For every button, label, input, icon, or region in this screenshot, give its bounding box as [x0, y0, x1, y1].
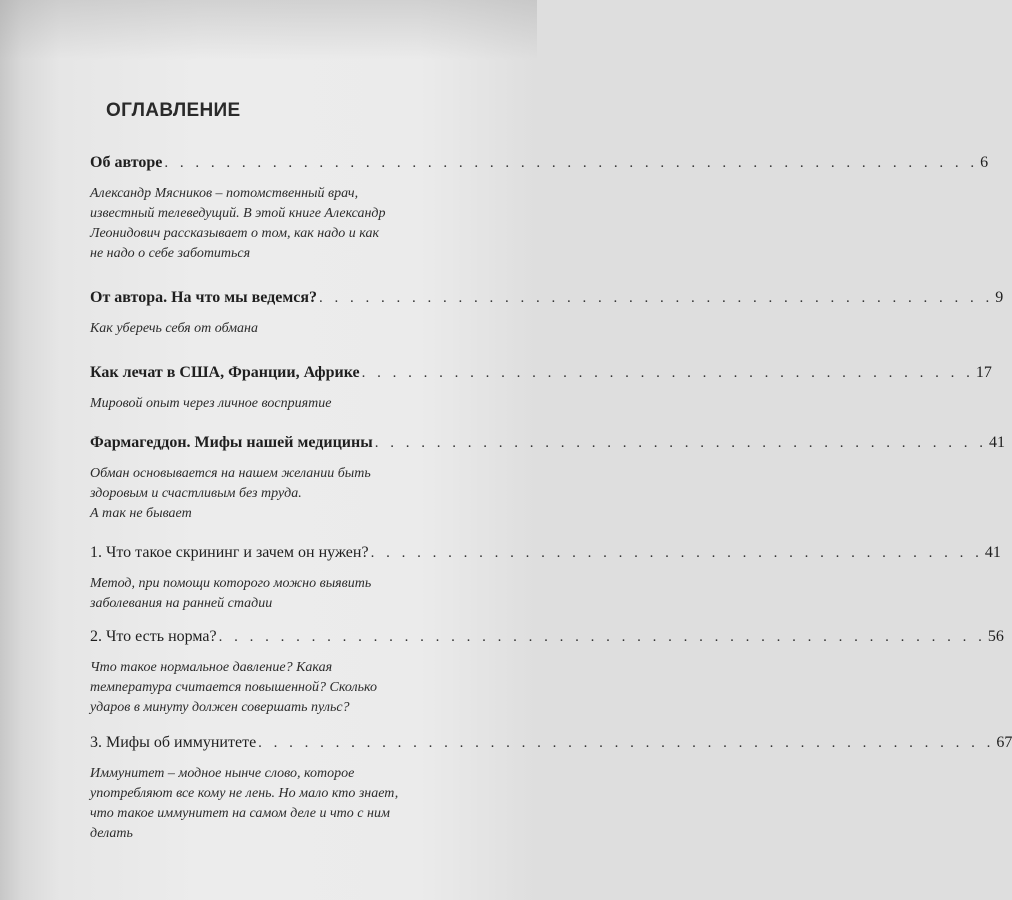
- description-line: А так не бывает: [90, 506, 192, 521]
- toc-entry-about-author[interactable]: [90, 154, 989, 264]
- toc-entry-how-they-treat[interactable]: [90, 364, 992, 414]
- toc-entry-norm[interactable]: [90, 628, 1004, 718]
- toc-entry-description: [90, 658, 490, 718]
- toc-entry-page: 17: [975, 364, 992, 381]
- description-line: Что такое нормальное давление? Какая: [90, 660, 333, 675]
- toc-entry-row: [90, 734, 1012, 754]
- toc-entry-label: 2. Что есть норма?: [90, 628, 217, 645]
- toc-entry-from-author[interactable]: [90, 289, 1004, 339]
- toc-entry-label: 1. Что такое скрининг и зачем он нужен?: [90, 544, 369, 561]
- description-line: Александр Мясников – потомственный врач,: [90, 186, 359, 201]
- description-line: температура считается повышенной? Сколько: [90, 680, 377, 695]
- toc-title: ОГЛАВЛЕНИЕ: [106, 100, 241, 121]
- toc-entry-description: [90, 184, 490, 264]
- toc-entry-description: [90, 764, 490, 844]
- description-line: заболевания на ранней стадии: [90, 596, 273, 611]
- toc-entry-row: [90, 364, 992, 384]
- toc-leader-dots: . . . . . . . . . . . . . . . . . . . . . . . . . . . . . . . . . . . . . . . .: [361, 365, 974, 381]
- toc-leader-dots: . . . . . . . . . . . . . . . . . . . . . . . . . . . . . . . . . . . . . . . .: [370, 545, 983, 561]
- description-line: Иммунитет – модное нынче слово, которое: [90, 766, 355, 781]
- toc-entry-page: 41: [988, 434, 1005, 451]
- description-line: Метод, при помощи которого можно выявить: [90, 576, 372, 591]
- toc-entry-label: Как лечат в США, Франции, Африке: [90, 364, 360, 381]
- toc-leader-dots: . . . . . . . . . . . . . . . . . . . . . . . . . . . . . . . . . . . . . . . .: [374, 435, 987, 451]
- toc-entry-label: Об авторе: [90, 154, 163, 171]
- page-edge-shadow: [0, 0, 537, 60]
- toc-entry-pharmageddon[interactable]: [90, 434, 1005, 524]
- toc-leader-dots: . . . . . . . . . . . . . . . . . . . . . . . . . . . . . . . . . . . . . . . . . . . . . . . . . . . . .: [164, 155, 979, 171]
- toc-entry-row: [90, 154, 989, 174]
- toc-entry-row: [90, 628, 1004, 648]
- toc-entry-page: 6: [980, 154, 989, 171]
- toc-entry-page: 41: [984, 544, 1001, 561]
- description-line: не надо о себе заботиться: [90, 246, 251, 261]
- toc-entry-description: [90, 394, 490, 414]
- description-line: употребляют все кому не лень. Но мало кто знает,: [90, 786, 399, 801]
- description-line: Обман основывается на нашем желании быть: [90, 466, 371, 481]
- toc-entry-screening[interactable]: [90, 544, 1001, 614]
- toc-entry-page: 56: [987, 628, 1004, 645]
- toc-entry-row: [90, 289, 1004, 309]
- description-line: делать: [90, 826, 133, 841]
- toc-entry-row: [90, 544, 1001, 564]
- description-line: здоровым и счастливым без труда.: [90, 486, 302, 501]
- toc-entry-label: От автора. На что мы ведемся?: [90, 289, 317, 306]
- description-line: что такое иммунитет на самом деле и что с ним: [90, 806, 390, 821]
- description-line: Как уберечь себя от обмана: [90, 321, 258, 336]
- description-line: ударов в минуту должен совершать пульс?: [90, 700, 350, 715]
- description-line: Леонидович рассказывает о том, как надо и как: [90, 226, 380, 241]
- toc-entry-description: [90, 464, 490, 524]
- toc-leader-dots: . . . . . . . . . . . . . . . . . . . . . . . . . . . . . . . . . . . . . . . . . . . .: [318, 290, 994, 306]
- toc-entry-page: 9: [995, 289, 1004, 306]
- toc-entry-immunity[interactable]: [90, 734, 1012, 844]
- toc-entry-description: [90, 319, 490, 339]
- toc-leader-dots: . . . . . . . . . . . . . . . . . . . . . . . . . . . . . . . . . . . . . . . . . . . . . . . . . .: [218, 629, 986, 645]
- description-line: известный телеведущий. В этой книге Александр: [90, 206, 386, 221]
- toc-leader-dots: . . . . . . . . . . . . . . . . . . . . . . . . . . . . . . . . . . . . . . . . . . . . . . . .: [258, 735, 995, 751]
- toc-entry-description: [90, 574, 490, 614]
- description-line: Мировой опыт через личное восприятие: [90, 396, 332, 411]
- toc-entry-label: 3. Мифы об иммунитете: [90, 734, 257, 751]
- toc-entry-row: [90, 434, 1005, 454]
- toc-entry-page: 67: [996, 734, 1012, 751]
- toc-entry-label: Фармагеддон. Мифы нашей медицины: [90, 434, 373, 451]
